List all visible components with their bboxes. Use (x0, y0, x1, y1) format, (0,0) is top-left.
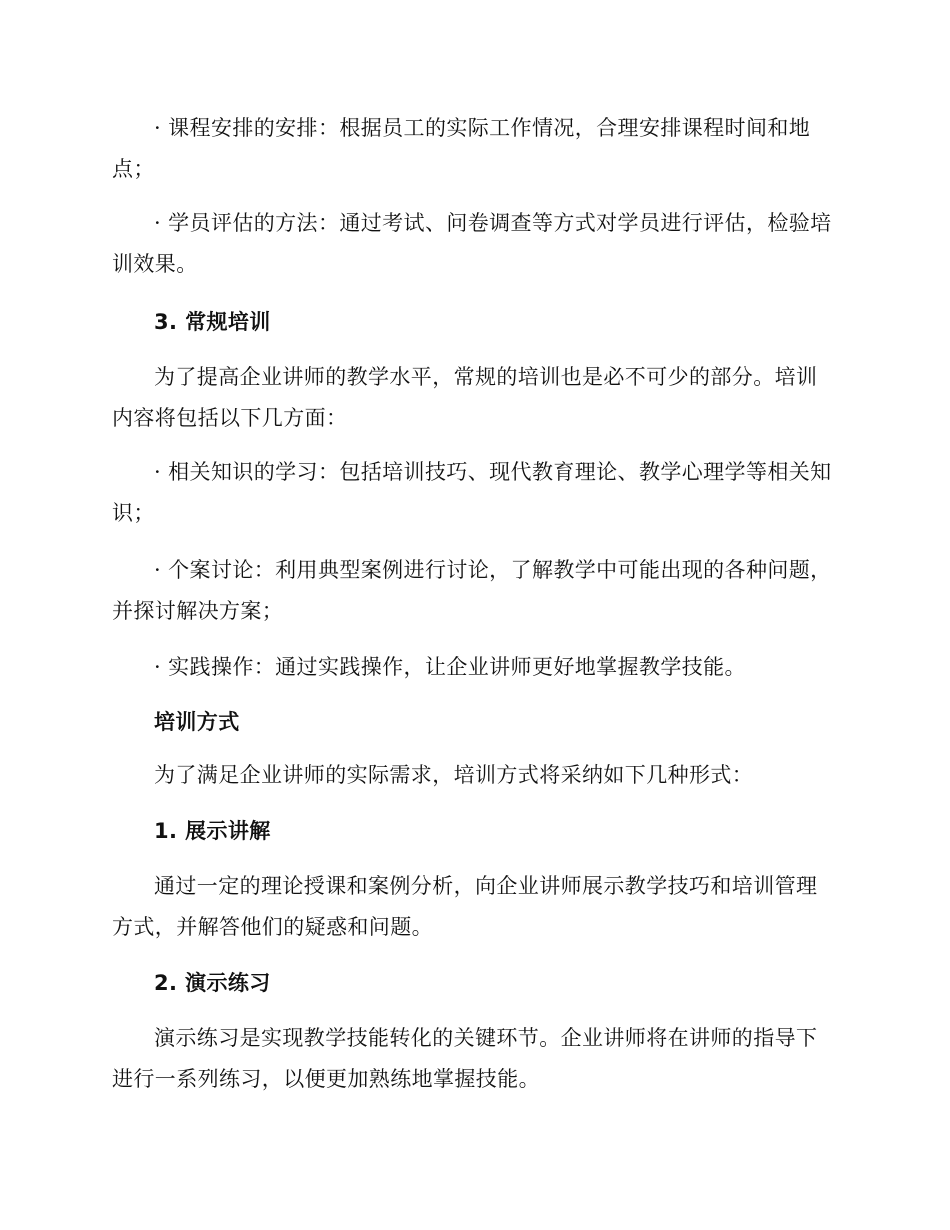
paragraph-demonstration-practice: 演示练习是实现教学技能转化的关键环节。企业讲师将在讲师的指导下进行一系列练习，以便更加熟练地掌握技能。 (112, 1026, 818, 1091)
bullet-knowledge-learning: · 相关知识的学习：包括培训技巧、现代教育理论、教学心理学等相关知识； (112, 460, 832, 525)
bullet-trainee-evaluation: · 学员评估的方法：通过考试、问卷调查等方式对学员进行评估，检验培训效果。 (112, 211, 832, 276)
bullet-case-discussion: · 个案讨论：利用典型案例进行讨论，了解教学中可能出现的各种问题，并探讨解决方案； (112, 558, 832, 623)
bullet-practical-operation: · 实践操作：通过实践操作，让企业讲师更好地掌握教学技能。 (154, 655, 746, 679)
paragraph-demonstration-explanation: 通过一定的理论授课和案例分析，向企业讲师展示教学技巧和培训管理方式，并解答他们的疑惑和问题。 (112, 874, 818, 939)
paragraph-regular-training-intro: 为了提高企业讲师的教学水平，常规的培训也是必不可少的部分。培训内容将包括以下几方面： (112, 365, 818, 430)
bullet-course-arrangement: · 课程安排的安排：根据员工的实际工作情况，合理安排课程时间和地点； (112, 116, 811, 181)
section-heading-training-methods: 培训方式 (154, 710, 240, 734)
subheading-demonstration-practice: 2. 演示练习 (154, 971, 271, 995)
section-heading-regular-training: 3. 常规培训 (154, 310, 271, 334)
subheading-demonstration-explanation: 1. 展示讲解 (154, 819, 271, 843)
paragraph-training-methods-intro: 为了满足企业讲师的实际需求，培训方式将采纳如下几种形式： (154, 763, 754, 787)
